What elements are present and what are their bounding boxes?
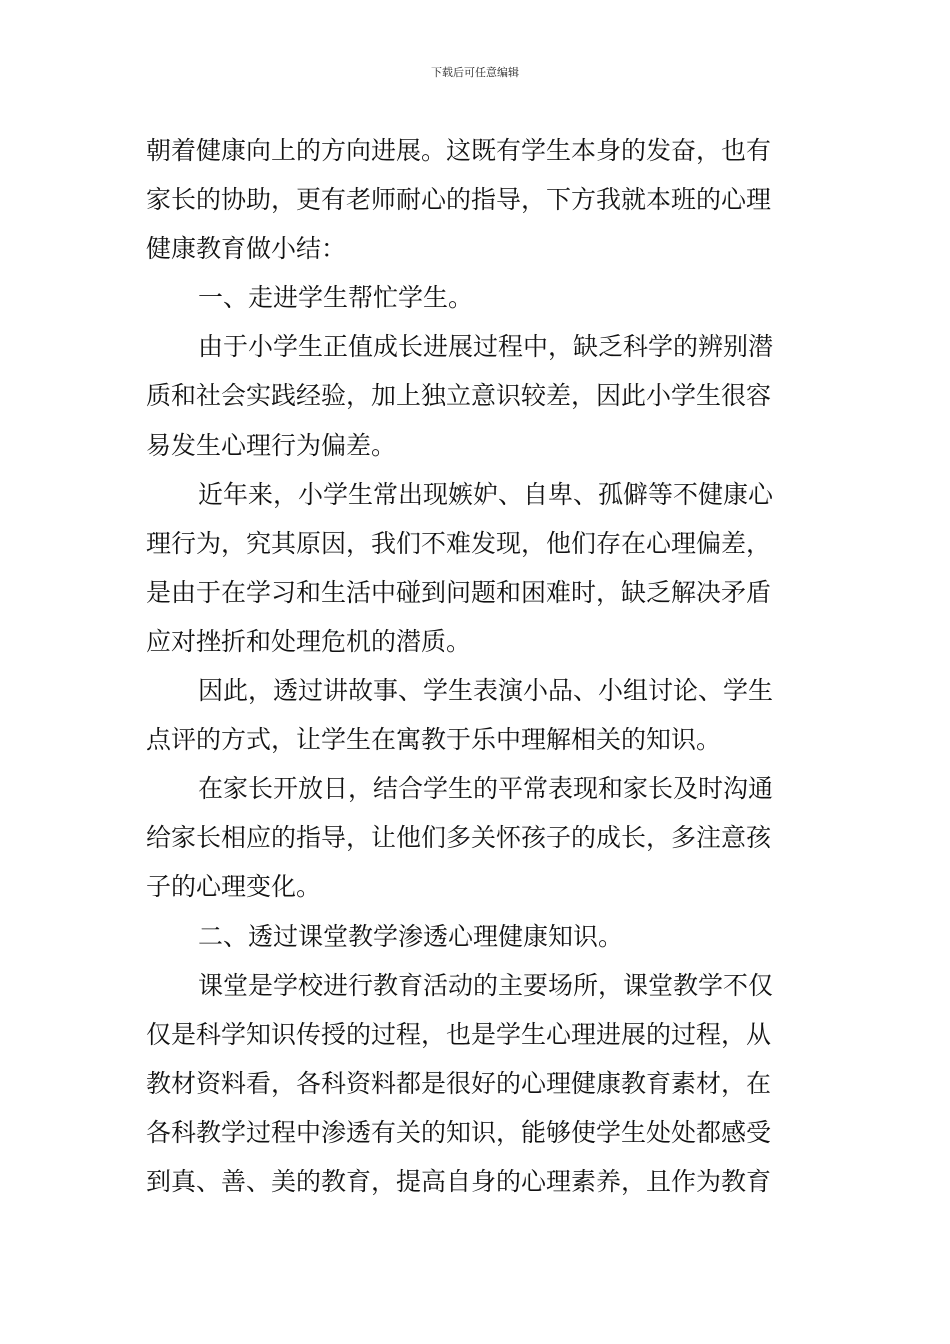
text-line: 子的心理变化。	[146, 872, 322, 902]
text-line: 质和社会实践经验，加上独立意识较差，因此小学生很容	[146, 381, 772, 411]
text-line: 点评的方式，让学生在寓教于乐中理解相关的知识。	[146, 725, 722, 755]
page-header: 下载后可任意编辑	[431, 66, 519, 79]
text-line: 因此，透过讲故事、学生表演小品、小组讨论、学生	[198, 676, 774, 706]
text-line: 课堂是学校进行教育活动的主要场所，课堂教学不仅	[198, 970, 774, 1000]
text-line: 仅是科学知识传授的过程，也是学生心理进展的过程，从	[146, 1019, 772, 1049]
document-body	[146, 126, 812, 1206]
text-line: 应对挫折和处理危机的潜质。	[146, 626, 472, 656]
text-line: 健康教育做小结：	[146, 234, 347, 264]
text-line: 易发生心理行为偏差。	[146, 430, 397, 460]
text-line: 给家长相应的指导，让他们多关怀孩子的成长，多注意孩	[146, 823, 772, 853]
section-heading: 二、透过课堂教学渗透心理健康知识。	[198, 921, 624, 951]
text-line: 是由于在学习和生活中碰到问题和困难时，缺乏解决矛盾	[146, 577, 772, 607]
text-line: 各科教学过程中渗透有关的知识，能够使学生处处都感受	[146, 1117, 772, 1147]
text-line: 教材资料看，各科资料都是很好的心理健康教育素材，在	[146, 1068, 772, 1098]
text-line: 在家长开放日，结合学生的平常表现和家长及时沟通	[198, 774, 774, 804]
text-line: 到真、善、美的教育，提高自身的心理素养，且作为教育	[146, 1166, 772, 1196]
text-line: 近年来，小学生常出现嫉妒、自卑、孤僻等不健康心	[198, 479, 774, 509]
text-line: 理行为，究其原因，我们不难发现，他们存在心理偏差，	[146, 528, 772, 558]
text-line: 朝着健康向上的方向进展。这既有学生本身的发奋，也有	[146, 136, 772, 165]
text-line: 由于小学生正值成长进展过程中，缺乏科学的辨别潜	[198, 332, 774, 362]
section-heading: 一、走进学生帮忙学生。	[198, 283, 474, 313]
text-line: 家长的协助，更有老师耐心的指导，下方我就本班的心理	[146, 185, 772, 215]
